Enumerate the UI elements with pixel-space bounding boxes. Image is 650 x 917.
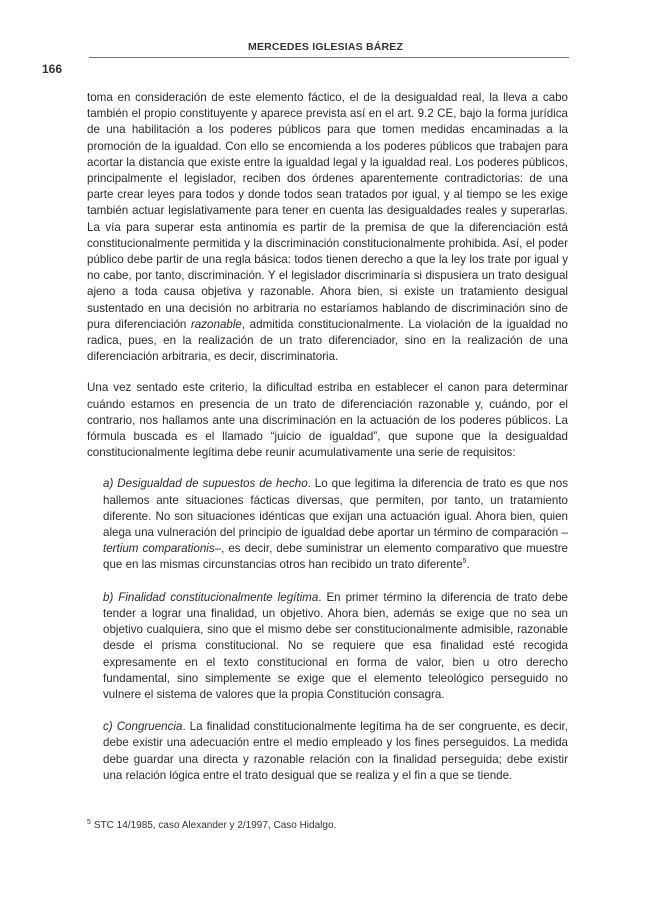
requirement-item-b (103, 590, 568, 703)
footnote-mark: 5 (87, 818, 91, 826)
header-rule (89, 57, 569, 58)
paragraph-1-part-a: toma en consideración de este elemento fáctico, el de la desigualdad real, la lleva a cabo también el propio constituyente y aparece prevista así en el art. 9.2 CE, bajo la forma jurídica de una habilitación a los poderes públicos para que tomen medidas encaminadas a la promoción de la igualdad. Con ello se encomienda a los poderes públicos que trabajen para acortar la distancia que existe entre la igualdad legal y la igualdad real. Los poderes públicos, principalmente el legislador, reciben dos órdenes aparentemente contradictorias: de una parte crear leyes para todos y donde todos sean tratados por igual, y al tiempo se les exige también actuar legislativamente para tener en cuenta las desigualdades reales y superarlas. La vía para superar esta antinomia es partir de la premisa de que la diferenciación está constitucionalmente permitida y la discriminación constitucionalmente prohibida. Así, el poder público debe partir de una regla básica: todos tienen derecho a que la ley los trate por igual y no cabe, por tanto, discriminación. Y el legislador discriminaría si dispusiera un trato desigual ajeno a toda causa objetiva y razonable. Ahora bien, si existe un tratamiento desigual sustentado en una decisión no arbitraria no estaríamos hablando de discriminación sino de pura diferenciación (87, 91, 568, 331)
item-title: Finalidad constitucionalmente legítima (118, 590, 319, 604)
item-text: . En primer término la diferencia de trato debe tender a lograr una finalidad, un objetivo. Ahora bien, además se exige que no sea un objetivo cualquiera, sino que el mismo debe ser constitucionalmente admisible, razonable desde el prisma constitucional. No se requiere que esa finalidad esté recogida expresamente en el texto constitucional en forma de valor, bien u otro derecho fundamental, sino simplemente se exige que el elemento teleológico perseguido no vulnere el sistema de valores que la propia Constitución consagra. (103, 590, 568, 701)
footnote-text: STC 14/1985, caso Alexander y 2/1997, Caso Hidalgo. (93, 820, 337, 831)
paragraph-2: Una vez sentado este criterio, la dificultad estriba en establecer el canon para determinar cuándo estamos en presencia de un trato de diferenciación razonable y, cuándo, por el contrario, nos hallamos ante una discriminación en la actuación de los poderes públicos. La fórmula buscada es el llamado “juicio de igualdad”, que supone que la desigualdad constitucionalmente legítima debe reunir acumulativamente una serie de requisitos: (87, 381, 568, 460)
item-title: Desigualdad de supuestos de hecho (117, 477, 308, 491)
item-title: Congruencia (116, 720, 183, 734)
item-text: . Lo que legitima la diferencia de trato es que nos hallemos ante situaciones fácticas diversas, que permiten, por tanto, un tratamiento diferente. No son situaciones idénticas que exijan una actuación igual. Ahora bien, quien alega una vulneración del principio de igualdad debe aportar un término de comparación – (103, 477, 568, 540)
item-text: –, es decir, debe suministrar un elemento comparativo que muestre que en las mismas circunstancias otros han recibido un trato diferente (103, 542, 568, 572)
item-label: b) (103, 590, 114, 604)
requirements-list (87, 476, 568, 783)
footnote (87, 819, 568, 833)
footnote-reference[interactable]: 5 (462, 558, 467, 566)
body-text (87, 90, 568, 800)
item-text: . (466, 558, 470, 572)
item-text: . La finalidad constitucionalmente legítima ha de ser congruente, es decir, debe existir una adecuación entre el medio empleado y los fines perseguidos. La medida debe guardar una directa y razonable relación con la finalidad perseguida; debe existir una relación lógica entre el trato desigual que se realiza y el fin a que se tiende. (103, 720, 568, 782)
item-label: a) (103, 477, 114, 491)
requirement-item-c (103, 719, 568, 784)
paragraph-1-part-b: , admitida constitucionalmente. La violación de la igualdad no radica, pues, en la realización de un trato diferenciador, sino en la realización de una diferenciación arbitraria, es decir, discriminatoria. (87, 317, 568, 364)
running-head: MERCEDES IGLESIAS BÁREZ (248, 41, 404, 53)
paragraph-1 (87, 90, 568, 365)
page-number: 166 (42, 62, 63, 76)
emphasis-razonable: razonable (190, 317, 242, 331)
emphasis-tertium-comparationis: tertium comparationis (103, 542, 215, 556)
requirement-item-a (103, 476, 568, 573)
item-label: c) (103, 720, 113, 734)
